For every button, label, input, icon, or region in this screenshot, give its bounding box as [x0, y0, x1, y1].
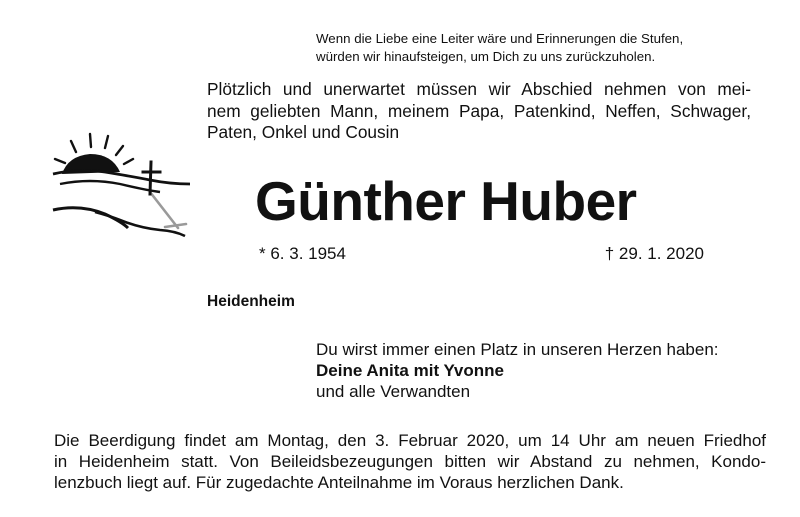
sun-ray — [105, 136, 108, 148]
funeral-line-2: in Heidenheim statt. Von Beileidsbezeugungen bitten wir Abstand zu nehmen, Kondo- — [54, 452, 766, 471]
sun-ray — [55, 159, 65, 163]
funeral-line-3: lenzbuch liegt auf. Für zugedachte Anteilnahme im Voraus herzlichen Dank. — [54, 473, 624, 492]
motto-line-2: würden wir hinaufsteigen, um Dich zu uns zurückzuholen. — [316, 49, 656, 64]
funeral-notice — [54, 430, 766, 493]
sunset-hills-cross-icon — [50, 132, 200, 242]
mourners-block — [316, 339, 756, 402]
birth-date: * 6. 3. 1954 — [259, 244, 346, 263]
mourners-line-2: Deine Anita mit Yvonne — [316, 361, 504, 380]
motto-line-1: Wenn die Liebe eine Leiter wäre und Erinnerungen die Stufen, — [316, 31, 684, 46]
motto-verse — [316, 30, 756, 66]
mourners-line-3: und alle Verwandten — [316, 382, 471, 401]
intro-line-1: Plötzlich und unerwartet müssen wir Abschied nehmen von mei- — [207, 79, 751, 99]
intro-line-3: Paten, Onkel und Cousin — [207, 122, 400, 142]
intro-line-2: nem geliebten Mann, meinem Papa, Patenkind, Neffen, Schwager, — [207, 100, 751, 121]
deceased-name: Günther Huber — [255, 170, 637, 232]
sun-ray — [124, 159, 133, 164]
hill-line-4 — [95, 212, 185, 236]
death-date: † 29. 1. 2020 — [604, 244, 704, 263]
mourners-line-1: Du wirst immer einen Platz in unseren Herzen haben: — [316, 340, 719, 359]
sun-ray — [116, 146, 123, 155]
sun-ray — [71, 141, 76, 152]
hill-line-2 — [60, 181, 160, 192]
hometown: Heidenheim — [207, 293, 295, 310]
intro-text — [207, 79, 751, 144]
cross-shadow — [150, 192, 186, 228]
sun-ray — [90, 134, 91, 147]
funeral-line-1: Die Beerdigung findet am Montag, den 3. Februar 2020, um 14 Uhr am neuen Friedhof — [54, 431, 766, 450]
